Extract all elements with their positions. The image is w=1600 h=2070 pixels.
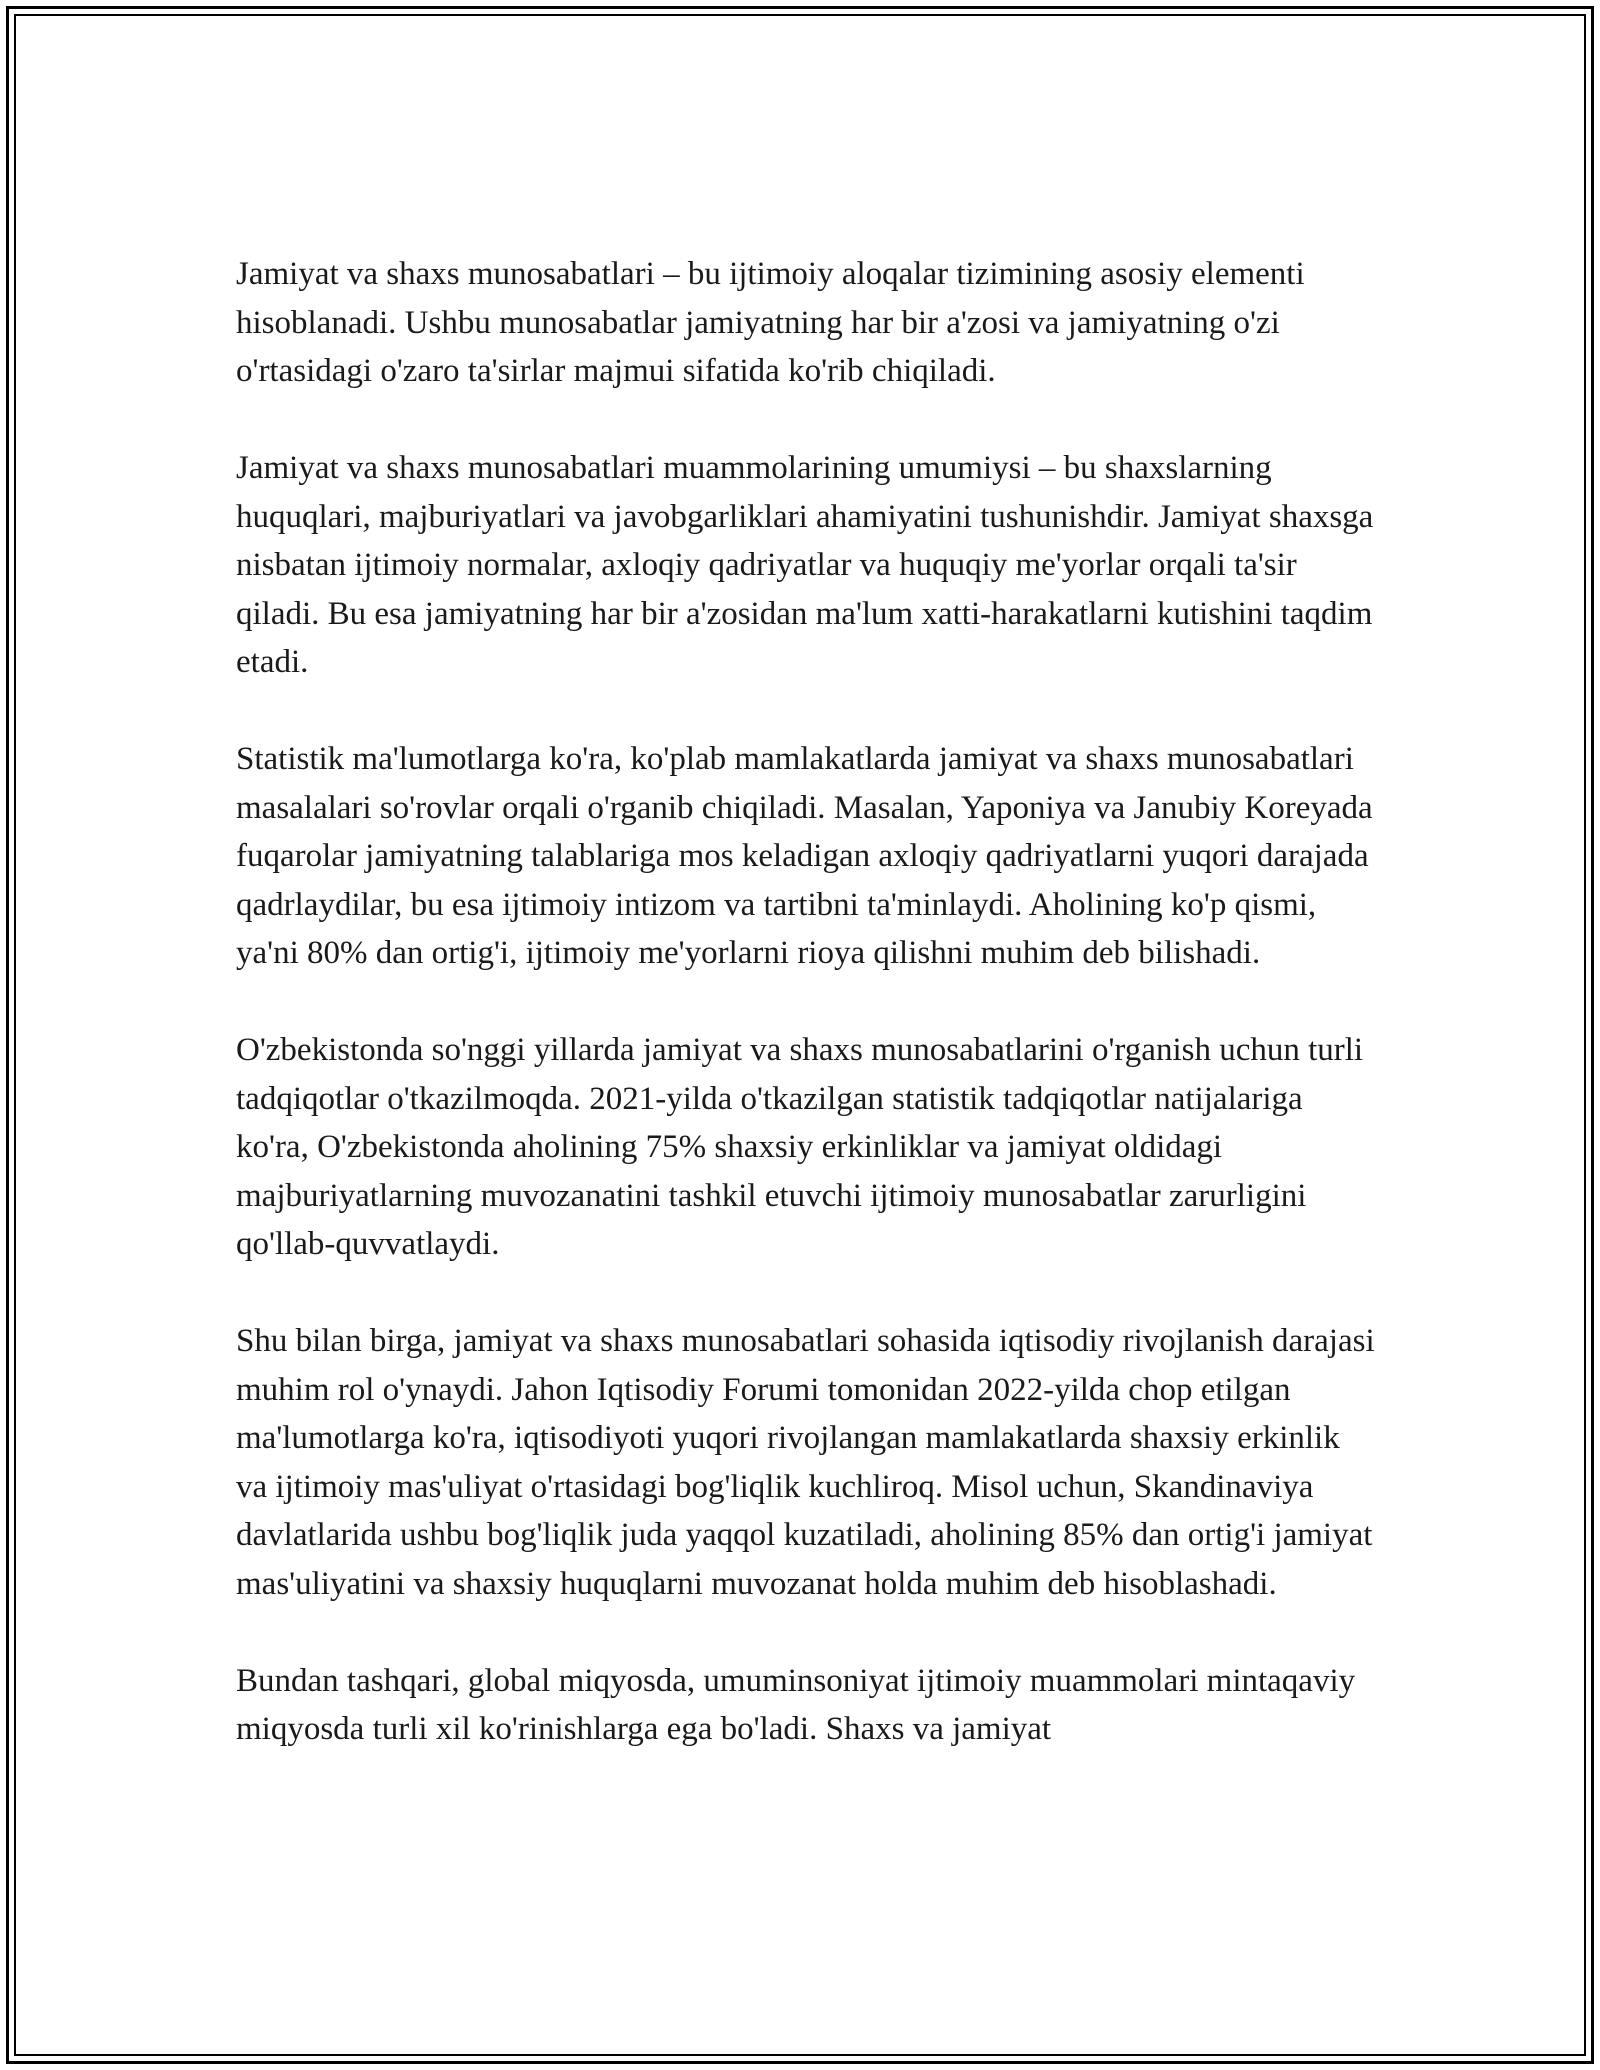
- paragraph-3: Statistik ma'lumotlarga ko'ra, ko'plab mamlakatlarda jamiyat va shaxs munosabatlari masalalari so'rovlar orqali o'rganib chiqiladi. Masalan, Yaponiya va Janubiy Koreyada fuqarolar jamiyatning talablariga mos keladigan axloqiy qadriyatlarni yuqori darajada qadrlaydilar, bu esa ijtimoiy intizom va tartibni ta'minlaydi. Aholining ko'p qismi, ya'ni 80% dan ortig'i, ijtimoiy me'yorlarni rioya qilishni muhim deb bilishadi.: [236, 741, 1373, 971]
- document-body: [236, 250, 1376, 1754]
- paragraph-1: Jamiyat va shaxs munosabatlari – bu ijtimoiy aloqalar tizimining asosiy elementi hisoblanadi. Ushbu munosabatlar jamiyatning har bir a'zosi va jamiyatning o'zi o'rtasidagi o'zaro ta'sirlar majmui sifatida ko'rib chiqiladi.: [236, 256, 1305, 389]
- paragraph-6: Bundan tashqari, global miqyosda, umuminsoniyat ijtimoiy muammolari mintaqaviy miqyosda turli xil ko'rinishlarga ega bo'ladi. Shaxs va jamiyat: [236, 1662, 1356, 1747]
- paragraph-2: Jamiyat va shaxs munosabatlari muammolarining umumiysi – bu shaxslarning huquqlari, majburiyatlari va javobgarliklari ahamiyatini tushunishdir. Jamiyat shaxsga nisbatan ijtimoiy normalar, axloqiy qadriyatlar va huquqiy me'yorlar orqali ta'sir qiladi. Bu esa jamiyatning har bir a'zosidan ma'lum xatti-harakatlarni kutishini taqdim etadi.: [236, 450, 1374, 680]
- paragraph-4: O'zbekistonda so'nggi yillarda jamiyat va shaxs munosabatlarini o'rganish uchun turli tadqiqotlar o'tkazilmoqda. 2021-yilda o'tkazilgan statistik tadqiqotlar natijalariga ko'ra, O'zbekistonda aholining 75% shaxsiy erkinliklar va jamiyat oldidagi majburiyatlarning muvozanatini tashkil etuvchi ijtimoiy munosabatlar zarurligini qo'llab-quvvatlaydi.: [236, 1032, 1364, 1262]
- paragraph-5: Shu bilan birga, jamiyat va shaxs munosabatlari sohasida iqtisodiy rivojlanish darajasi muhim rol o'ynaydi. Jahon Iqtisodiy Forumi tomonidan 2022-yilda chop etilgan ma'lumotlarga ko'ra, iqtisodiyoti yuqori rivojlangan mamlakatlarda shaxsiy erkinlik va ijtimoiy mas'uliyat o'rtasidagi bog'liqlik kuchliroq. Misol uchun, Skandinaviya davlatlarida ushbu bog'liqlik juda yaqqol kuzatiladi, aholining 85% dan ortig'i jamiyat mas'uliyatini va shaxsiy huquqlarni muvozanat holda muhim deb hisoblashadi.: [236, 1323, 1375, 1602]
